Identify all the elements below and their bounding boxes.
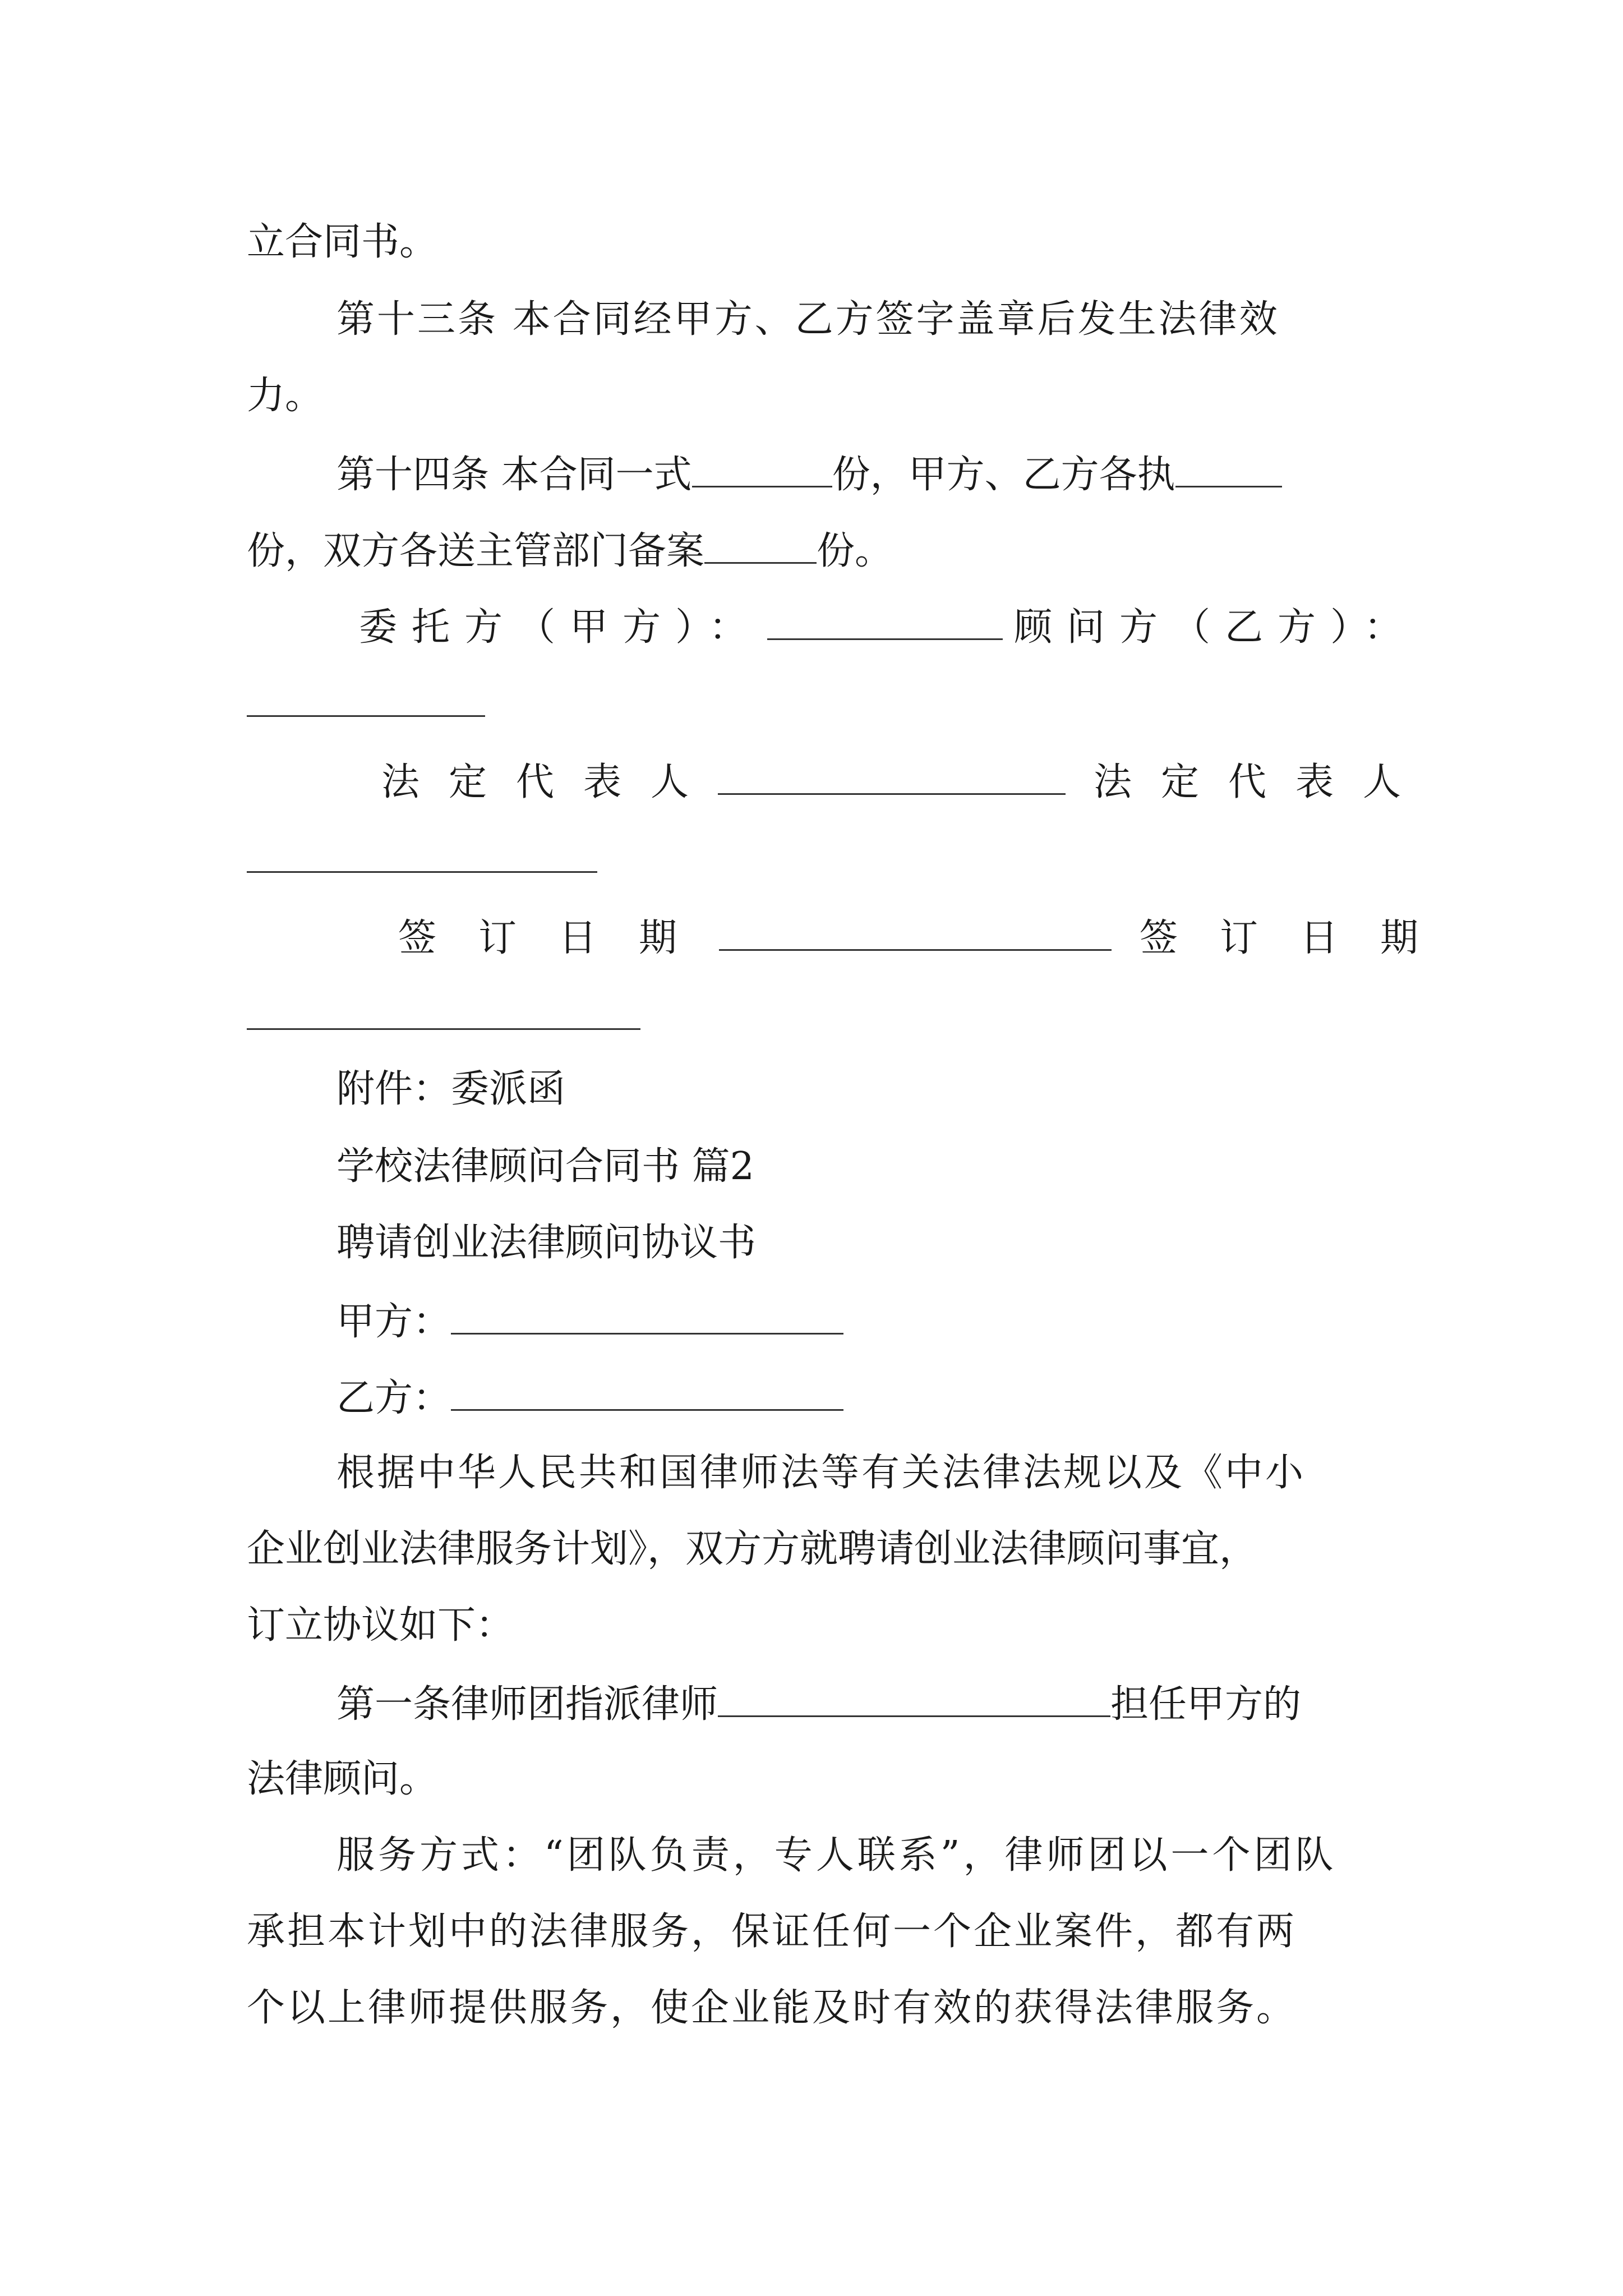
article-1-text-a: 第一条律师团指派律师 [336, 1682, 718, 1727]
representative-line [381, 761, 1430, 802]
paragraph-line: 法律顾问。 [247, 1757, 438, 1801]
signing-date-line [398, 917, 1460, 958]
paragraph-line: 立合同书。 [247, 220, 438, 264]
paragraph-line: 企业创业法律服务计划》，双方方就聘请创业法律顾问事宜， [247, 1527, 1258, 1571]
party-b-blank [451, 1377, 843, 1411]
rep-blank-a [718, 761, 1066, 795]
agreement-title: 聘请创业法律顾问协议书 [336, 1221, 757, 1265]
paragraph-line: 订立协议如下： [247, 1603, 514, 1648]
article-14-text-b: 份，甲方、乙方各执 [832, 453, 1175, 497]
client-label: 委托方（甲方）： [359, 605, 762, 650]
date-label-b: 签订日期 [1140, 916, 1461, 960]
paragraph-line: 根据中华人民共和国律师法等有关法律法规以及《中小 [336, 1451, 1306, 1495]
rep-label-a: 法定代表人 [381, 760, 718, 804]
advisor-blank [247, 715, 485, 717]
lawyer-name-blank [718, 1683, 1110, 1717]
section-heading: 学校法律顾问合同书 篇2 [336, 1144, 754, 1189]
rep-blank-b [247, 871, 597, 873]
advisor-label: 顾问方（乙方）： [1014, 605, 1417, 650]
party-b-label: 乙方： [336, 1376, 451, 1420]
party-a-line [336, 1300, 843, 1344]
paragraph-line: 承担本计划中的法律服务，保证任何一个企业案件，都有两 [247, 1910, 1297, 1954]
article-1-line [336, 1682, 1302, 1727]
article-14-line [336, 453, 1282, 497]
party-b-line [336, 1377, 843, 1418]
paragraph-line: 服务方式：“团队负责，专人联系”，律师团以一个团队 [336, 1833, 1337, 1878]
party-a-label: 甲方： [336, 1300, 451, 1344]
blank-copies-each [1175, 453, 1282, 487]
party-a-blank [451, 1300, 843, 1335]
article-13-line: 第十三条 本合同经甲方、乙方签字盖章后发生法律效 [336, 297, 1280, 342]
date-blank-a [719, 917, 1112, 951]
date-label-a: 签订日期 [398, 916, 720, 960]
blank-copies-filed [704, 530, 817, 564]
article-14-text-c: 份，双方各送主管部门备案 [247, 529, 705, 573]
paragraph-line: 个以上律师提供服务，使企业能及时有效的获得法律服务。 [247, 1986, 1297, 2030]
attachment-line: 附件：委派函 [336, 1067, 566, 1111]
signature-party-line [359, 605, 1417, 650]
date-blank-b [247, 1028, 640, 1030]
paragraph-line: 力。 [247, 374, 324, 418]
blank-copies-total [692, 453, 832, 487]
paragraph-line [247, 529, 893, 573]
article-14-text-d: 份。 [817, 529, 893, 573]
article-14-text-a: 第十四条 本合同一式 [336, 453, 692, 497]
article-1-text-b: 担任甲方的 [1110, 1682, 1302, 1727]
client-blank [767, 606, 1003, 640]
rep-label-b: 法定代表人 [1094, 760, 1431, 804]
